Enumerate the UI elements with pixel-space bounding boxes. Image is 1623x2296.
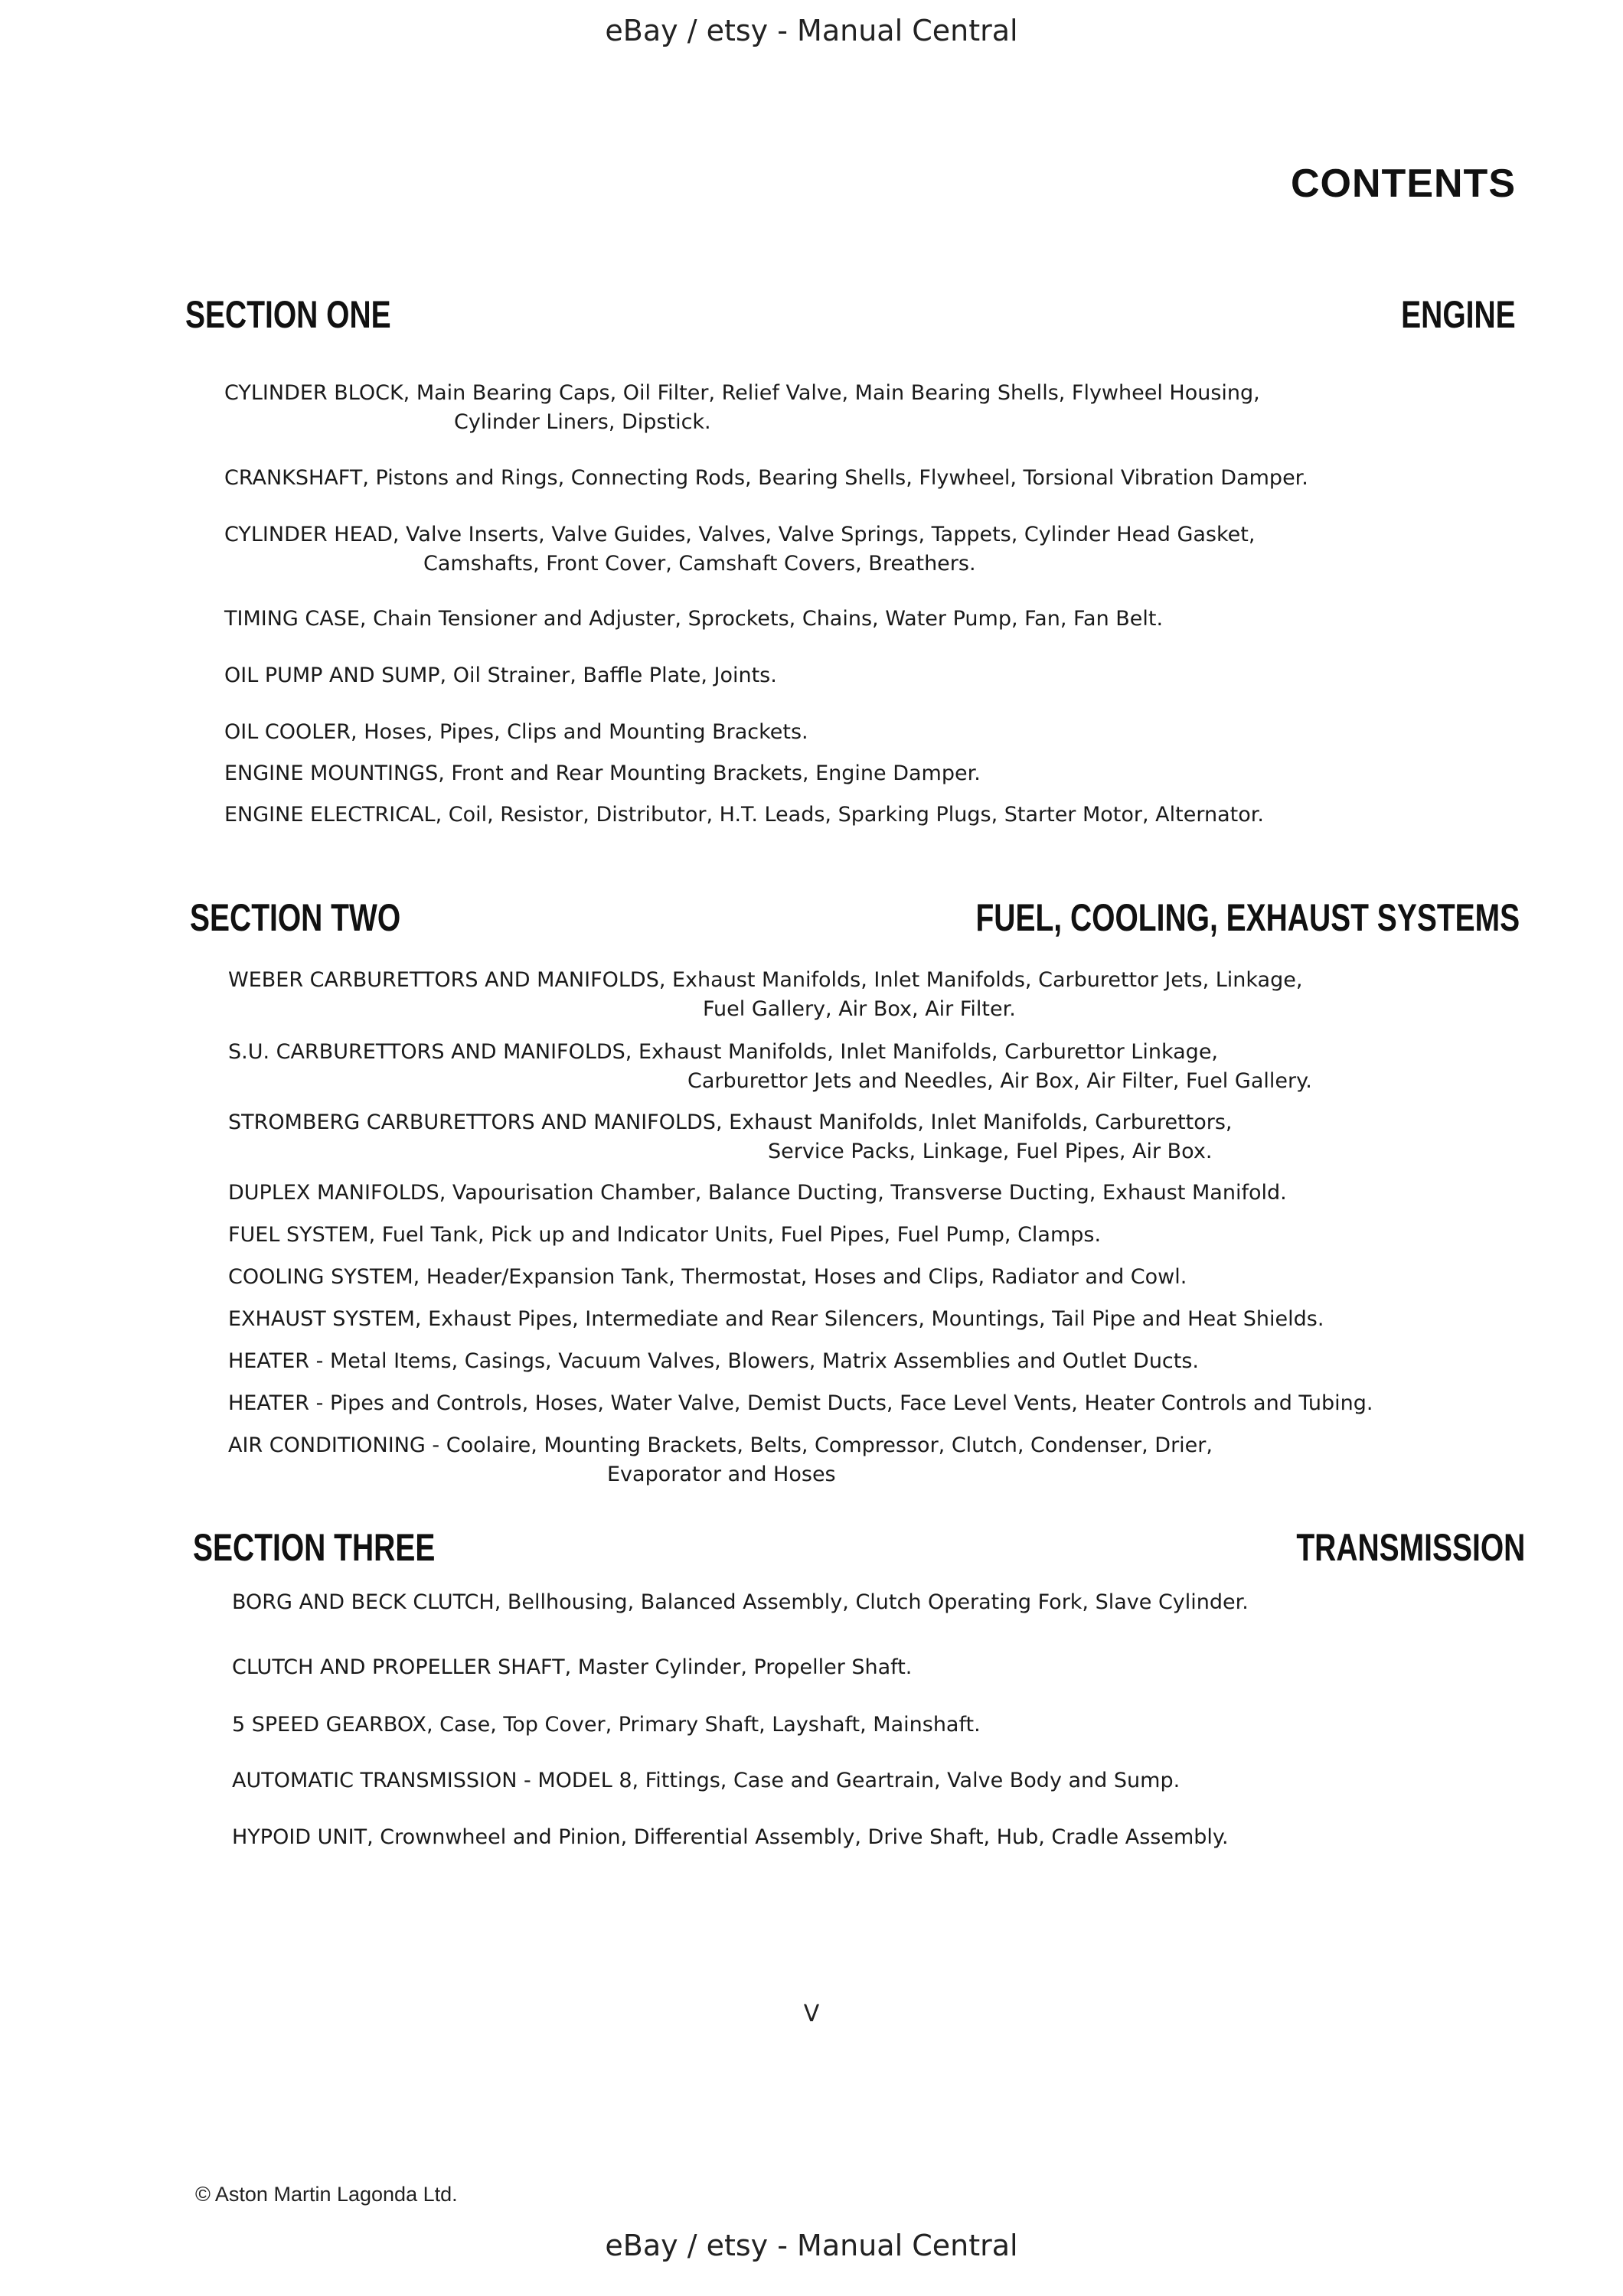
toc-entry-line: HEATER - Metal Items, Casings, Vacuum Valves, Blowers, Matrix Assemblies and Outlet Ducts. (228, 1349, 1200, 1373)
toc-entry-continuation: Service Packs, Linkage, Fuel Pipes, Air Box. (768, 1140, 1213, 1163)
toc-entry (228, 1221, 1101, 1250)
toc-entry (224, 379, 1260, 437)
toc-entry (228, 1431, 1213, 1489)
toc-entry-continuation: Carburettor Jets and Needles, Air Box, Air Filter, Fuel Gallery. (687, 1069, 1312, 1093)
toc-entry (232, 1653, 912, 1682)
contents-title: CONTENTS (1291, 161, 1516, 206)
toc-entry-line: CYLINDER HEAD, Valve Inserts, Valve Guides, Valves, Valve Springs, Tappets, Cylinder Head Gasket, (224, 523, 1256, 546)
toc-entry (228, 966, 1302, 1024)
toc-entry-line: 5 SPEED GEARBOX, Case, Top Cover, Primary Shaft, Layshaft, Mainshaft. (232, 1713, 981, 1737)
section-three-label: SECTION THREE (193, 1526, 436, 1569)
toc-entry-line: ENGINE MOUNTINGS, Front and Rear Mounting Brackets, Engine Damper. (224, 762, 981, 785)
toc-entry (224, 661, 777, 690)
toc-entry (224, 605, 1163, 634)
watermark-bottom: eBay / etsy - Manual Central (605, 2229, 1018, 2262)
toc-entry-line: OIL COOLER, Hoses, Pipes, Clips and Mounting Brackets. (224, 720, 808, 744)
toc-entry (228, 1038, 1312, 1096)
toc-entry-line: STROMBERG CARBURETTORS AND MANIFOLDS, Exhaust Manifolds, Inlet Manifolds, Carburettors, (228, 1110, 1233, 1134)
section-one-title: ENGINE (1401, 293, 1516, 336)
toc-entry-line: AUTOMATIC TRANSMISSION - MODEL 8, Fittings, Case and Geartrain, Valve Body and Sump. (232, 1769, 1181, 1792)
toc-entry-line: HYPOID UNIT, Crownwheel and Pinion, Differential Assembly, Drive Shaft, Hub, Cradle Assembly. (232, 1825, 1229, 1849)
toc-entry-continuation: Fuel Gallery, Air Box, Air Filter. (703, 997, 1016, 1021)
toc-entry-line: COOLING SYSTEM, Header/Expansion Tank, Thermostat, Hoses and Clips, Radiator and Cowl. (228, 1265, 1187, 1289)
toc-entry (228, 1389, 1373, 1418)
toc-entry-line: CYLINDER BLOCK, Main Bearing Caps, Oil Filter, Relief Valve, Main Bearing Shells, Flywheel Housing, (224, 381, 1260, 405)
watermark-top: eBay / etsy - Manual Central (605, 14, 1018, 47)
toc-entry (228, 1179, 1287, 1208)
toc-entry-continuation: Cylinder Liners, Dipstick. (454, 410, 711, 434)
toc-entry (228, 1305, 1324, 1334)
toc-entry-line: OIL PUMP AND SUMP, Oil Strainer, Baffle Plate, Joints. (224, 664, 777, 687)
section-one-label: SECTION ONE (185, 293, 391, 336)
toc-entry (224, 718, 808, 747)
toc-entry-continuation: Camshafts, Front Cover, Camshaft Covers, Breathers. (423, 552, 976, 576)
toc-entry-line: FUEL SYSTEM, Fuel Tank, Pick up and Indicator Units, Fuel Pipes, Fuel Pump, Clamps. (228, 1223, 1102, 1247)
toc-entry-line: HEATER - Pipes and Controls, Hoses, Water Valve, Demist Ducts, Face Level Vents, Heater Controls and Tubing. (228, 1391, 1373, 1415)
toc-entry-line: WEBER CARBURETTORS AND MANIFOLDS, Exhaust Manifolds, Inlet Manifolds, Carburettor Jets, Linkage, (228, 968, 1303, 992)
copyright-notice: © Aston Martin Lagonda Ltd. (195, 2183, 458, 2206)
toc-entry (232, 1588, 1249, 1617)
toc-entry-line: S.U. CARBURETTORS AND MANIFOLDS, Exhaust Manifolds, Inlet Manifolds, Carburettor Linkage, (228, 1040, 1219, 1064)
section-three-title: TRANSMISSION (1295, 1526, 1525, 1569)
toc-entry (232, 1766, 1180, 1795)
toc-entry (232, 1823, 1229, 1852)
toc-entry-line: ENGINE ELECTRICAL, Coil, Resistor, Distributor, H.T. Leads, Sparking Plugs, Starter Motor, Alternator. (224, 803, 1264, 827)
toc-entry-line: AIR CONDITIONING - Coolaire, Mounting Brackets, Belts, Compressor, Clutch, Condenser, Drier, (228, 1433, 1213, 1457)
toc-entry (232, 1711, 981, 1740)
toc-entry (228, 1108, 1233, 1166)
toc-entry-line: CRANKSHAFT, Pistons and Rings, Connecting Rods, Bearing Shells, Flywheel, Torsional Vibration Damper. (224, 466, 1308, 490)
section-two-label: SECTION TWO (190, 896, 401, 939)
toc-entry-line: BORG AND BECK CLUTCH, Bellhousing, Balanced Assembly, Clutch Operating Fork, Slave Cylinder. (232, 1590, 1249, 1614)
toc-entry (224, 759, 981, 788)
toc-entry (224, 464, 1308, 493)
toc-entry (228, 1263, 1187, 1292)
page-number: V (803, 2001, 820, 2027)
toc-entry (224, 520, 1255, 579)
toc-entry-line: EXHAUST SYSTEM, Exhaust Pipes, Intermediate and Rear Silencers, Mountings, Tail Pipe and Heat Shields. (228, 1307, 1324, 1331)
toc-entry-line: CLUTCH AND PROPELLER SHAFT, Master Cylinder, Propeller Shaft. (232, 1655, 913, 1679)
toc-entry-line: TIMING CASE, Chain Tensioner and Adjuster, Sprockets, Chains, Water Pump, Fan, Fan Belt. (224, 607, 1164, 631)
toc-entry (224, 801, 1264, 830)
toc-entry-continuation: Evaporator and Hoses (607, 1463, 836, 1486)
toc-entry-line: DUPLEX MANIFOLDS, Vapourisation Chamber, Balance Ducting, Transverse Ducting, Exhaust Manifold. (228, 1181, 1287, 1205)
section-two-title: FUEL, COOLING, EXHAUST SYSTEMS (975, 896, 1520, 939)
toc-entry (228, 1347, 1199, 1376)
